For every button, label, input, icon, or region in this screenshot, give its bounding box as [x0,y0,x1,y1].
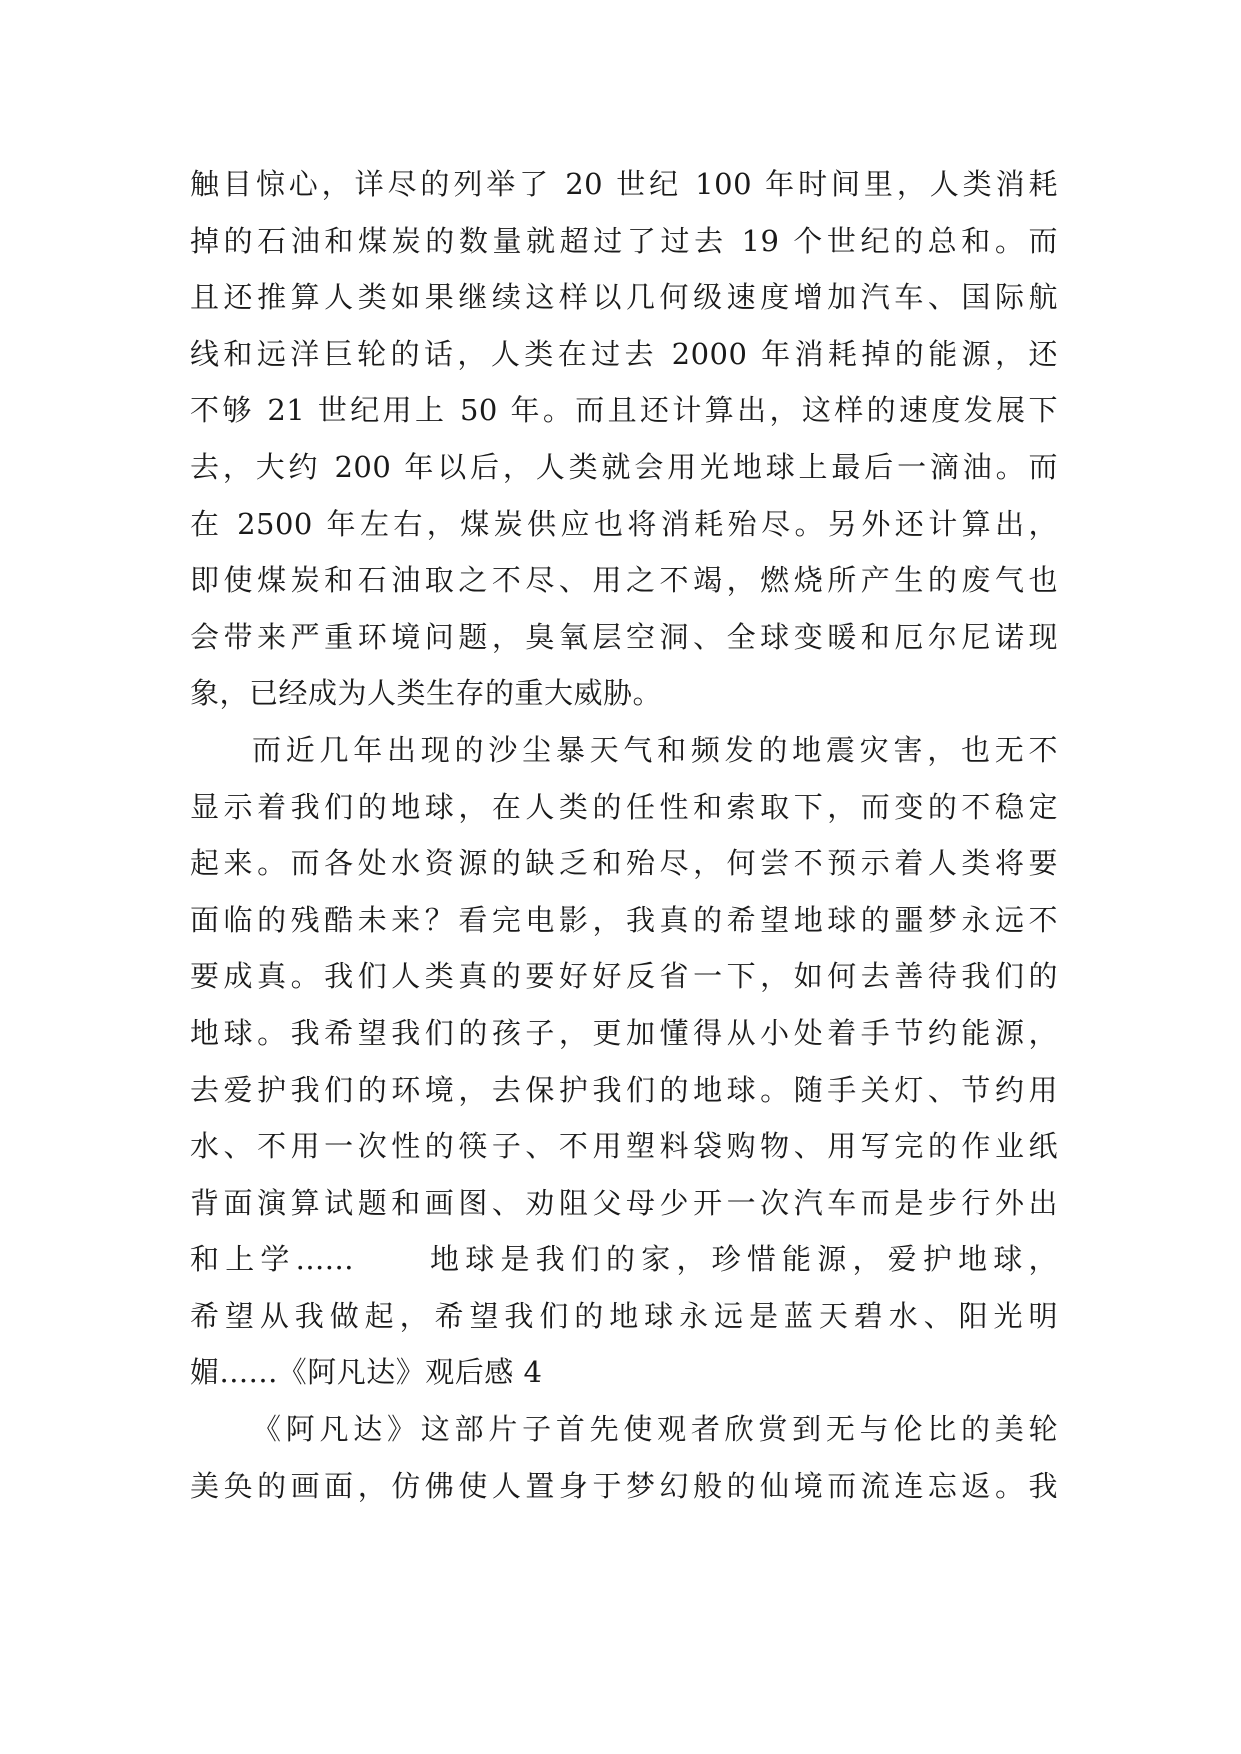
text-line: 掉的石油和煤炭的数量就超过了过去 19 个世纪的总和。而 [190,223,1058,258]
text-line: 显示着我们的地球，在人类的任性和索取下，而变的不稳定 [190,789,1058,824]
text-line: 希望从我做起，希望我们的地球永远是蓝天碧水、阳光明 [190,1298,1058,1333]
body-text [190,156,1058,1514]
text-line: 要成真。我们人类真的要好好反省一下，如何去善待我们的 [190,959,1058,994]
text-line: 去，大约 200 年以后，人类就会用光地球上最后一滴油。而 [190,449,1058,484]
text-line: 地球。我希望我们的孩子，更加懂得从小处着手节约能源， [190,1015,1058,1050]
text-line: 在 2500 年左右，煤炭供应也将消耗殆尽。另外还计算出， [190,506,1058,541]
section-heading-line: 媚......《阿凡达》观后感 4 [190,1355,543,1390]
text-line: 线和远洋巨轮的话，人类在过去 2000 年消耗掉的能源，还 [190,336,1058,371]
text-line: 美奂的画面，仿佛使人置身于梦幻般的仙境而流连忘返。我 [190,1468,1058,1503]
paragraph-first-line: 《阿凡达》这部片子首先使观者欣赏到无与伦比的美轮 [252,1412,1058,1447]
text-line: 即使煤炭和石油取之不尽、用之不竭，燃烧所产生的废气也 [190,563,1058,598]
text-line: 背面演算试题和画图、劝阻父母少开一次汽车而是步行外出 [190,1185,1058,1220]
text-line: 触目惊心，详尽的列举了 20 世纪 100 年时间里，人类消耗 [190,167,1058,201]
text-line: 会带来严重环境问题，臭氧层空洞、全球变暖和厄尔尼诺现 [190,619,1058,654]
text-line: 和上学...... 地球是我们的家，珍惜能源，爱护地球， [190,1242,1058,1277]
text-line: 象，已经成为人类生存的重大威胁。 [190,676,663,711]
text-line: 不够 21 世纪用上 50 年。而且还计算出，这样的速度发展下 [190,393,1058,428]
paragraph-first-line: 而近几年出现的沙尘暴天气和频发的地震灾害，也无不 [252,732,1058,767]
text-line: 去爱护我们的环境，去保护我们的地球。随手关灯、节约用 [190,1072,1058,1107]
text-line: 且还推算人类如果继续这样以几何级速度增加汽车、国际航 [190,280,1058,315]
text-line: 起来。而各处水资源的缺乏和殆尽，何尝不预示着人类将要 [190,846,1058,881]
text-line: 水、不用一次性的筷子、不用塑料袋购物、用写完的作业纸 [190,1129,1058,1164]
text-line: 面临的残酷未来？看完电影，我真的希望地球的噩梦永远不 [190,902,1058,937]
